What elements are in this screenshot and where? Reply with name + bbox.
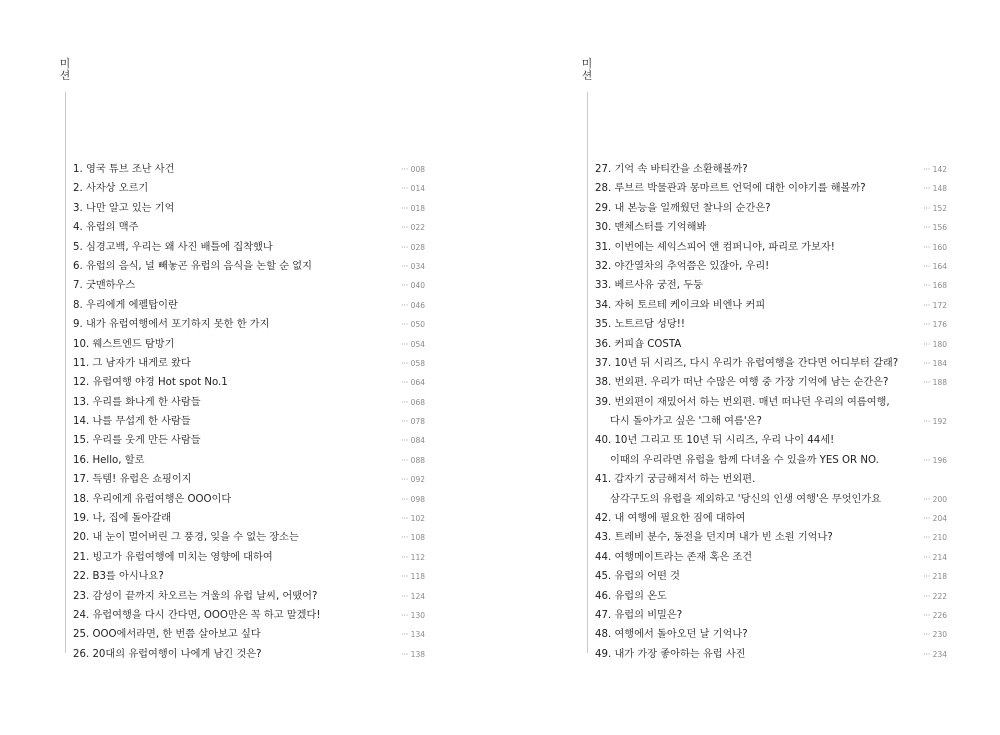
toc-entry (595, 160, 947, 179)
entry-number: 26. (73, 648, 90, 660)
entry-number: 8. (73, 299, 83, 311)
toc-entry (595, 179, 947, 198)
entry-page-number: ··· 112 (401, 552, 425, 562)
toc-entry (595, 257, 947, 276)
toc-entry (595, 567, 947, 586)
toc-list (595, 160, 947, 664)
entry-page-number: ··· 230 (923, 630, 947, 640)
toc-entry (73, 296, 425, 315)
toc-entry (73, 606, 425, 625)
toc-entry (595, 335, 947, 354)
entry-number: 44. (595, 551, 612, 563)
entry-number: 24. (73, 609, 90, 621)
entry-page-number: ··· 118 (401, 572, 425, 582)
toc-entry (73, 567, 425, 586)
toc-entry (73, 257, 425, 276)
entry-page-number: ··· 040 (401, 281, 425, 291)
entry-title: Hello, 할로 (92, 454, 145, 466)
entry-number: 6. (73, 260, 83, 272)
entry-number: 3. (73, 202, 83, 214)
entry-page-number: ··· 180 (923, 339, 947, 349)
entry-number: 2. (73, 183, 83, 195)
toc-entry (595, 393, 947, 432)
entry-number: 41. (595, 474, 612, 486)
entry-title: 나를 무섭게 한 사람들 (92, 416, 191, 428)
entry-number: 39. (595, 396, 612, 408)
entry-number: 28. (595, 183, 612, 195)
entry-title: 번외편. 우리가 떠난 수많은 여행 중 가장 기억에 남는 순간은? (614, 377, 889, 389)
entry-title: 베르사유 궁전, 두둥 (614, 280, 703, 292)
entry-page-number: ··· 068 (401, 397, 425, 407)
entry-page-number: ··· 200 (923, 494, 947, 504)
toc-entry (595, 625, 947, 644)
toc-entry (73, 548, 425, 567)
entry-title: 우리에게 유럽여행은 OOO이다 (92, 493, 232, 505)
toc-entry (73, 238, 425, 257)
entry-page-number: ··· 008 (401, 164, 425, 174)
entry-page-number: ··· 022 (401, 223, 425, 233)
toc-entry (595, 606, 947, 625)
entry-title: 빙고가 유럽여행에 미치는 영향에 대하여 (92, 551, 273, 563)
toc-entry (73, 431, 425, 450)
entry-page-number: ··· 192 (923, 417, 947, 427)
entry-number: 25. (73, 629, 90, 641)
entry-page-number: ··· 046 (401, 300, 425, 310)
entry-number: 7. (73, 280, 83, 292)
entry-title: 유럽의 어떤 것 (614, 571, 680, 583)
entry-title: 심경고백, 우리는 왜 사진 배틀에 집착했나 (85, 241, 273, 253)
entry-page-number: ··· 098 (401, 494, 425, 504)
toc-entry (73, 528, 425, 547)
entry-page-number: ··· 058 (401, 358, 425, 368)
toc-entry (73, 354, 425, 373)
entry-number: 29. (595, 202, 612, 214)
toc-entry (595, 276, 947, 295)
toc-entry (73, 393, 425, 412)
entry-title: 커피숍 COSTA (614, 338, 682, 350)
entry-title: OOO에서라면, 한 번쯤 살아보고 싶다 (92, 629, 261, 641)
entry-page-number: ··· 204 (923, 514, 947, 524)
entry-number: 34. (595, 299, 612, 311)
side-title: 미션 (59, 57, 71, 82)
entry-title: 우리를 화나게 한 사람들 (92, 396, 201, 408)
entry-page-number: ··· 184 (923, 358, 947, 368)
entry-page-number: ··· 164 (923, 261, 947, 271)
entry-page-number: ··· 196 (923, 455, 947, 465)
toc-entry (73, 199, 425, 218)
entry-title: 유럽의 온도 (614, 590, 667, 602)
toc-entry (595, 528, 947, 547)
entry-title: 번외편이 재밌어서 하는 번외편. 매년 떠나던 우리의 여름여행, (614, 396, 890, 408)
entry-number: 49. (595, 648, 612, 660)
divider-line (587, 92, 588, 653)
entry-title: 유럽의 음식, 널 빼놓곤 유럽의 음식을 논할 순 없지 (85, 260, 312, 272)
entry-page-number: ··· 160 (923, 242, 947, 252)
entry-title-continued: 다시 돌아가고 싶은 '그해 여름'은? (610, 416, 762, 428)
entry-number: 13. (73, 396, 90, 408)
toc-entry (73, 160, 425, 179)
entry-title: 10년 뒤 시리즈, 다시 우리가 유럽여행을 간다면 어디부터 갈래? (614, 357, 899, 369)
entry-title: 우리를 웃게 만든 사람들 (92, 435, 201, 447)
entry-number: 35. (595, 319, 612, 331)
entry-title: 감성이 끝까지 차오르는 겨울의 유럽 날씨, 어땠어? (92, 590, 318, 602)
entry-page-number: ··· 168 (923, 281, 947, 291)
entry-page-number: ··· 218 (923, 572, 947, 582)
entry-number: 10. (73, 338, 90, 350)
entry-number: 12. (73, 377, 90, 389)
entry-page-number: ··· 152 (923, 203, 947, 213)
toc-entry (73, 373, 425, 392)
entry-title: 나, 집에 돌아갈래 (92, 513, 172, 525)
entry-page-number: ··· 078 (401, 417, 425, 427)
entry-number: 36. (595, 338, 612, 350)
entry-number: 5. (73, 241, 83, 253)
entry-page-number: ··· 138 (401, 649, 425, 659)
entry-title: 득템! 유럽은 쇼핑이지 (92, 474, 192, 486)
entry-number: 17. (73, 474, 90, 486)
entry-title: 루브르 박물관과 몽마르트 언덕에 대한 이야기를 해볼까? (614, 183, 866, 195)
entry-number: 21. (73, 551, 90, 563)
entry-page-number: ··· 176 (923, 320, 947, 330)
entry-title: 내 본능을 일깨웠던 찰나의 순간은? (614, 202, 771, 214)
toc-entry (73, 470, 425, 489)
entry-page-number: ··· 018 (401, 203, 425, 213)
toc-entry (595, 296, 947, 315)
entry-page-number: ··· 124 (401, 591, 425, 601)
toc-entry (73, 451, 425, 470)
entry-title: 사자상 오르기 (85, 183, 149, 195)
entry-page-number: ··· 134 (401, 630, 425, 640)
entry-title: 여행메이트라는 존재 혹은 조건 (614, 551, 753, 563)
entry-page-number: ··· 226 (923, 611, 947, 621)
entry-title: 그 남자가 내게로 왔다 (92, 357, 191, 369)
entry-page-number: ··· 050 (401, 320, 425, 330)
entry-title: 20대의 유럽여행이 나에게 남긴 것은? (92, 648, 262, 660)
entry-number: 20. (73, 532, 90, 544)
toc-entry (73, 509, 425, 528)
entry-title: 내 여행에 필요한 짐에 대하여 (614, 513, 746, 525)
entry-page-number: ··· 234 (923, 649, 947, 659)
toc-entry (73, 490, 425, 509)
entry-number: 11. (73, 357, 90, 369)
entry-title: 내가 유럽여행에서 포기하지 못한 한 가지 (85, 319, 270, 331)
entry-page-number: ··· 014 (401, 184, 425, 194)
toc-entry (595, 218, 947, 237)
entry-number: 38. (595, 377, 612, 389)
entry-number: 33. (595, 280, 612, 292)
entry-title: 유럽의 비밀은? (614, 610, 683, 622)
entry-title: 트레비 분수, 동전을 던지며 내가 빈 소원 기억나? (614, 532, 833, 544)
entry-number: 1. (73, 164, 83, 175)
entry-title: B3를 아시나요? (92, 571, 164, 583)
toc-entry (73, 218, 425, 237)
entry-title: 기억 속 바티칸을 소환해볼까? (614, 164, 748, 175)
entry-page-number: ··· 142 (923, 164, 947, 174)
entry-number: 40. (595, 435, 612, 447)
toc-entry (73, 179, 425, 198)
entry-title: 나만 알고 있는 기억 (85, 202, 175, 214)
entry-number: 22. (73, 571, 90, 583)
entry-number: 15. (73, 435, 90, 447)
entry-number: 37. (595, 357, 612, 369)
toc-entry (73, 645, 425, 664)
entry-page-number: ··· 188 (923, 378, 947, 388)
entry-number: 47. (595, 610, 612, 622)
entry-number: 30. (595, 222, 612, 234)
entry-number: 18. (73, 493, 90, 505)
entry-title: 갑자기 궁금해져서 하는 번외편. (614, 474, 756, 486)
entry-number: 27. (595, 164, 612, 175)
entry-title: 유럽여행 야경 Hot spot No.1 (92, 377, 228, 389)
entry-number: 48. (595, 629, 612, 641)
entry-title: 내가 가장 좋아하는 유럽 사진 (614, 648, 746, 660)
entry-number: 19. (73, 513, 90, 525)
entry-number: 23. (73, 590, 90, 602)
entry-page-number: ··· 084 (401, 436, 425, 446)
entry-title: 10년 그리고 또 10년 뒤 시리즈, 우리 나이 44세! (614, 435, 835, 447)
toc-entry (595, 373, 947, 392)
entry-title: 내 눈이 멀어버린 그 풍경, 잊을 수 없는 장소는 (92, 532, 299, 544)
entry-title: 맨체스터를 기억해봐 (614, 222, 707, 234)
toc-entry (595, 509, 947, 528)
entry-number: 43. (595, 532, 612, 544)
entry-number: 42. (595, 513, 612, 525)
right-page (500, 0, 1000, 735)
entry-number: 45. (595, 571, 612, 583)
entry-number: 16. (73, 454, 90, 466)
entry-page-number: ··· 054 (401, 339, 425, 349)
entry-title: 웨스트엔드 탐방기 (92, 338, 175, 350)
entry-number: 14. (73, 416, 90, 428)
toc-entry (595, 548, 947, 567)
entry-number: 31. (595, 241, 612, 253)
entry-number: 32. (595, 260, 612, 272)
entry-number: 46. (595, 590, 612, 602)
entry-title: 야간열차의 추억쯤은 있잖아, 우리! (614, 260, 770, 272)
toc-entry (595, 199, 947, 218)
side-title: 미션 (581, 57, 593, 82)
entry-page-number: ··· 102 (401, 514, 425, 524)
entry-title: 노트르담 성당!! (614, 319, 685, 331)
entry-title: 유럽의 맥주 (85, 222, 139, 234)
toc-entry (595, 470, 947, 509)
toc-entry (73, 315, 425, 334)
entry-page-number: ··· 156 (923, 223, 947, 233)
entry-page-number: ··· 092 (401, 475, 425, 485)
entry-page-number: ··· 028 (401, 242, 425, 252)
entry-title: 영국 튜브 조난 사건 (85, 164, 175, 175)
toc-entry (595, 238, 947, 257)
entry-title: 유럽여행을 다시 간다면, OOO만은 꼭 하고 말겠다! (92, 609, 321, 621)
toc-entry (595, 431, 947, 470)
toc-entry (595, 645, 947, 664)
toc-entry (73, 276, 425, 295)
entry-page-number: ··· 064 (401, 378, 425, 388)
entry-page-number: ··· 172 (923, 300, 947, 310)
divider-line (65, 92, 66, 653)
entry-title: 이번에는 셰익스피어 앤 컴퍼니야, 파리로 가보자! (614, 241, 835, 253)
entry-title: 굿맨하우스 (85, 280, 136, 292)
toc-entry (595, 354, 947, 373)
entry-page-number: ··· 214 (923, 552, 947, 562)
toc-entry (73, 625, 425, 644)
toc-entry (595, 587, 947, 606)
entry-title-continued: 이때의 우리라면 유럽을 함께 다녀올 수 있을까 YES OR NO. (610, 454, 879, 466)
entry-page-number: ··· 088 (401, 455, 425, 465)
toc-entry (73, 412, 425, 431)
toc-entry (73, 587, 425, 606)
toc-list (73, 160, 425, 664)
entry-number: 9. (73, 319, 83, 331)
entry-title: 자허 토르테 케이크와 비엔나 커피 (614, 299, 766, 311)
entry-page-number: ··· 222 (923, 591, 947, 601)
entry-title: 우리에게 에펠탑이란 (85, 299, 178, 311)
toc-entry (595, 315, 947, 334)
entry-page-number: ··· 210 (923, 533, 947, 543)
entry-page-number: ··· 148 (923, 184, 947, 194)
entry-page-number: ··· 108 (401, 533, 425, 543)
entry-page-number: ··· 130 (401, 610, 425, 620)
entry-number: 4. (73, 222, 83, 234)
toc-entry (73, 335, 425, 354)
entry-title: 여행에서 돌아오던 날 기억나? (614, 629, 748, 641)
entry-page-number: ··· 034 (401, 261, 425, 271)
entry-title-continued: 삼각구도의 유럽을 제외하고 '당신의 인생 여행'은 무엇인가요 (610, 493, 882, 505)
